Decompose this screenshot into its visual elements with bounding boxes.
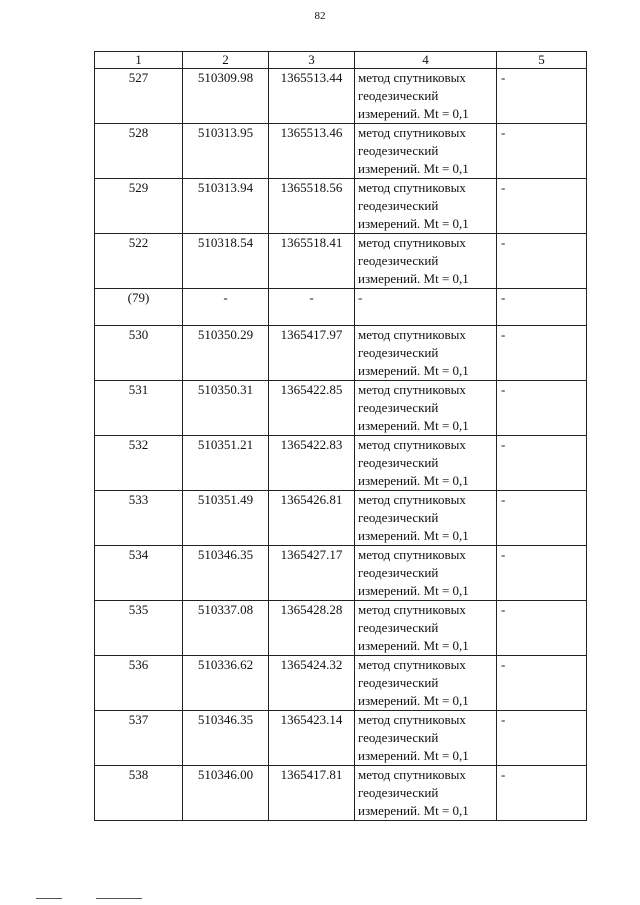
- table-row: [95, 124, 587, 179]
- method-cell: метод спутниковых геодезический измерений. Mt = 0,1: [355, 601, 497, 656]
- note-cell: -: [497, 69, 587, 124]
- note-cell: -: [497, 491, 587, 546]
- method-cell: метод спутниковых геодезический измерений. Mt = 0,1: [355, 69, 497, 124]
- method-cell: метод спутниковых геодезический измерений. Mt = 0,1: [355, 179, 497, 234]
- table-row: [95, 601, 587, 656]
- point-number-cell: 530: [95, 326, 183, 381]
- y-coordinate-cell: 1365428.28: [269, 601, 355, 656]
- point-number-cell: 531: [95, 381, 183, 436]
- header-col-2: 2: [183, 52, 269, 69]
- table-row: [95, 326, 587, 381]
- header-col-4: 4: [355, 52, 497, 69]
- method-cell: метод спутниковых геодезический измерений. Mt = 0,1: [355, 381, 497, 436]
- x-coordinate-cell: 510351.21: [183, 436, 269, 491]
- point-number-cell: 536: [95, 656, 183, 711]
- method-cell: метод спутниковых геодезический измерений. Mt = 0,1: [355, 124, 497, 179]
- coordinates-table: [94, 51, 587, 821]
- table-row: [95, 179, 587, 234]
- point-number-cell: 537: [95, 711, 183, 766]
- method-cell: метод спутниковых геодезический измерений. Mt = 0,1: [355, 766, 497, 821]
- x-coordinate-cell: 510350.31: [183, 381, 269, 436]
- page-number: 82: [314, 10, 326, 22]
- table-row: [95, 656, 587, 711]
- method-cell: метод спутниковых геодезический измерений. Mt = 0,1: [355, 656, 497, 711]
- point-number-cell: 528: [95, 124, 183, 179]
- point-number-cell: 527: [95, 69, 183, 124]
- y-coordinate-cell: 1365427.17: [269, 546, 355, 601]
- point-number-cell: 529: [95, 179, 183, 234]
- note-cell: -: [497, 546, 587, 601]
- point-number-cell: (79): [95, 289, 183, 326]
- x-coordinate-cell: 510346.35: [183, 546, 269, 601]
- method-cell: метод спутниковых геодезический измерений. Mt = 0,1: [355, 546, 497, 601]
- x-coordinate-cell: 510346.35: [183, 711, 269, 766]
- header-col-5: 5: [497, 52, 587, 69]
- table-body: [95, 69, 587, 821]
- table-row: [95, 289, 587, 326]
- note-cell: -: [497, 766, 587, 821]
- y-coordinate-cell: 1365422.83: [269, 436, 355, 491]
- table-row: [95, 69, 587, 124]
- y-coordinate-cell: 1365417.97: [269, 326, 355, 381]
- method-cell: метод спутниковых геодезический измерений. Mt = 0,1: [355, 491, 497, 546]
- x-coordinate-cell: -: [183, 289, 269, 326]
- y-coordinate-cell: 1365513.46: [269, 124, 355, 179]
- table-row: [95, 234, 587, 289]
- footer-line-right: [96, 898, 142, 899]
- method-cell: -: [355, 289, 497, 326]
- x-coordinate-cell: 510350.29: [183, 326, 269, 381]
- note-cell: -: [497, 326, 587, 381]
- x-coordinate-cell: 510309.98: [183, 69, 269, 124]
- table-row: [95, 436, 587, 491]
- x-coordinate-cell: 510313.94: [183, 179, 269, 234]
- note-cell: -: [497, 436, 587, 491]
- table-row: [95, 381, 587, 436]
- y-coordinate-cell: 1365423.14: [269, 711, 355, 766]
- x-coordinate-cell: 510337.08: [183, 601, 269, 656]
- table-row: [95, 766, 587, 821]
- point-number-cell: 535: [95, 601, 183, 656]
- y-coordinate-cell: 1365424.32: [269, 656, 355, 711]
- y-coordinate-cell: 1365426.81: [269, 491, 355, 546]
- point-number-cell: 532: [95, 436, 183, 491]
- x-coordinate-cell: 510313.95: [183, 124, 269, 179]
- note-cell: -: [497, 124, 587, 179]
- y-coordinate-cell: 1365518.41: [269, 234, 355, 289]
- note-cell: -: [497, 381, 587, 436]
- y-coordinate-cell: -: [269, 289, 355, 326]
- method-cell: метод спутниковых геодезический измерений. Mt = 0,1: [355, 234, 497, 289]
- x-coordinate-cell: 510336.62: [183, 656, 269, 711]
- point-number-cell: 522: [95, 234, 183, 289]
- point-number-cell: 534: [95, 546, 183, 601]
- point-number-cell: 533: [95, 491, 183, 546]
- method-cell: метод спутниковых геодезический измерений. Mt = 0,1: [355, 436, 497, 491]
- note-cell: -: [497, 656, 587, 711]
- y-coordinate-cell: 1365518.56: [269, 179, 355, 234]
- y-coordinate-cell: 1365513.44: [269, 69, 355, 124]
- x-coordinate-cell: 510346.00: [183, 766, 269, 821]
- header-col-3: 3: [269, 52, 355, 69]
- note-cell: -: [497, 711, 587, 766]
- table-row: [95, 546, 587, 601]
- x-coordinate-cell: 510318.54: [183, 234, 269, 289]
- note-cell: -: [497, 601, 587, 656]
- table-row: [95, 491, 587, 546]
- footer-line-left: [36, 898, 62, 899]
- table-row: [95, 711, 587, 766]
- note-cell: -: [497, 179, 587, 234]
- method-cell: метод спутниковых геодезический измерений. Mt = 0,1: [355, 711, 497, 766]
- method-cell: метод спутниковых геодезический измерений. Mt = 0,1: [355, 326, 497, 381]
- table-header-row: [95, 52, 587, 69]
- x-coordinate-cell: 510351.49: [183, 491, 269, 546]
- y-coordinate-cell: 1365417.81: [269, 766, 355, 821]
- point-number-cell: 538: [95, 766, 183, 821]
- note-cell: -: [497, 289, 587, 326]
- note-cell: -: [497, 234, 587, 289]
- y-coordinate-cell: 1365422.85: [269, 381, 355, 436]
- header-col-1: 1: [95, 52, 183, 69]
